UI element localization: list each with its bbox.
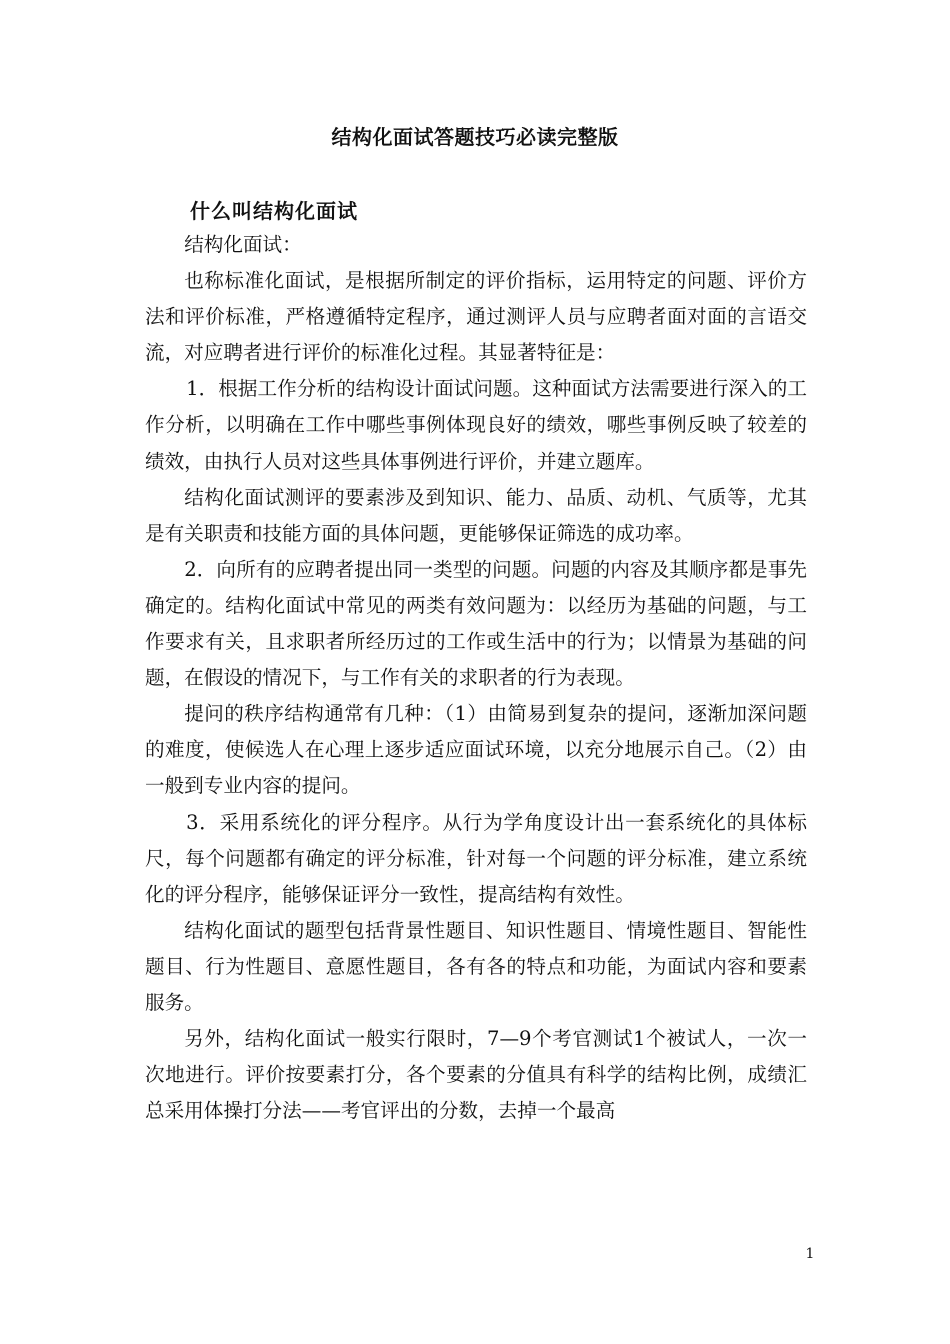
document-title: 结构化面试答题技巧必读完整版 (331, 125, 619, 149)
paragraph-elements: 结构化面试测评的要素涉及到知识、能力、品质、动机、气质等，尤其是有关职责和技能方面的具体问题，更能够保证筛选的成功率。 (145, 485, 807, 545)
paragraph-point-2: 2．向所有的应聘者提出同一类型的问题。问题的内容及其顺序都是事先确定的。结构化面试中常见的两类有效问题为：以经历为基础的问题，与工作要求有关，且求职者所经历过的工作或生活中的行为；以情景为基础的问题，在假设的情况下，与工作有关的求职者的行为表现。 (145, 557, 807, 690)
paragraph-point-1: 1．根据工作分析的结构设计面试问题。这种面试方法需要进行深入的工作分析，以明确在工作中哪些事例体现良好的绩效，哪些事例反映了较差的绩效，由执行人员对这些具体事例进行评价，并建立题库。 (145, 377, 807, 473)
paragraph-definition: 也称标准化面试，是根据所制定的评价指标，运用特定的问题、评价方法和评价标准，严格遵循特定程序，通过测评人员与应聘者面对面的言语交流，对应聘者进行评价的标准化过程。其显著特征是： (145, 269, 807, 365)
paragraph-point-3: 3．采用系统化的评分程序。从行为学角度设计出一套系统化的具体标尺，每个问题都有确定的评分标准，针对每一个问题的评分标准，建立系统化的评分程序，能够保证评分一致性，提高结构有效性。 (145, 810, 807, 906)
body-text (145, 227, 807, 1129)
section-heading: 什么叫结构化面试 (190, 199, 358, 223)
paragraph-question-types: 结构化面试的题型包括背景性题目、知识性题目、情境性题目、智能性题目、行为性题目、意愿性题目，各有各的特点和功能，为面试内容和要素服务。 (145, 918, 807, 1014)
paragraph-definition-label: 结构化面试： (184, 233, 302, 256)
paragraph-question-order: 提问的秩序结构通常有几种：（1）由简易到复杂的提问，逐渐加深问题的难度，使候选人在心理上逐步适应面试环境，以充分地展示自己。（2）由一般到专业内容的提问。 (145, 702, 807, 798)
paragraph-scoring: 另外，结构化面试一般实行限时，7—9个考官测试1个被试人，一次一次地进行。评价按要素打分，各个要素的分值具有科学的结构比例，成绩汇总采用体操打分法——考官评出的分数，去掉一个最高 (145, 1027, 807, 1123)
page-number: 1 (805, 1246, 815, 1262)
